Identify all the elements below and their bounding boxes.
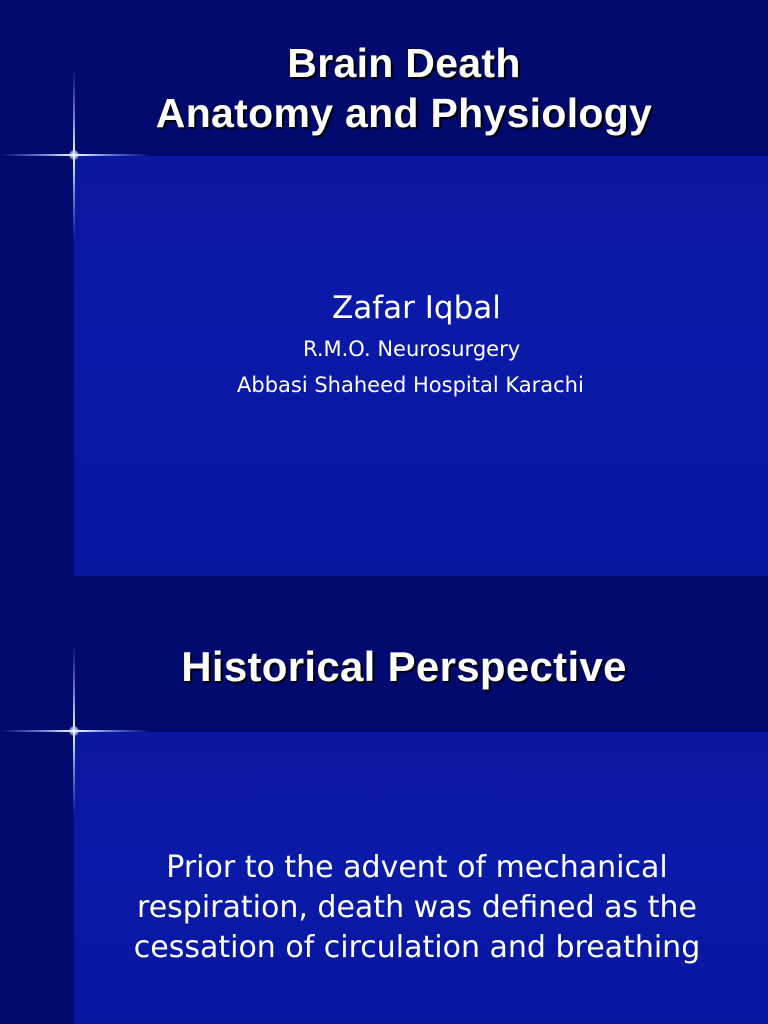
title-line-1: Brain Death (287, 40, 521, 86)
author-name: Zafar Iqbal (332, 290, 501, 326)
author-role: R.M.O. Neurosurgery (303, 337, 521, 361)
slide-title-historical: Historical Perspective (181, 643, 627, 690)
sparkle-icon (69, 150, 79, 160)
author-hospital: Abbasi Shaheed Hospital Karachi (237, 373, 584, 397)
sparkle-icon (69, 726, 79, 736)
content-area (74, 156, 768, 576)
slide-body-text: Prior to the advent of mechanical respiration, death was defined as the cessation of circulation and breathing (133, 850, 701, 965)
title-line-2: Anatomy and Physiology (155, 90, 653, 136)
presentation-title (40, 38, 768, 138)
